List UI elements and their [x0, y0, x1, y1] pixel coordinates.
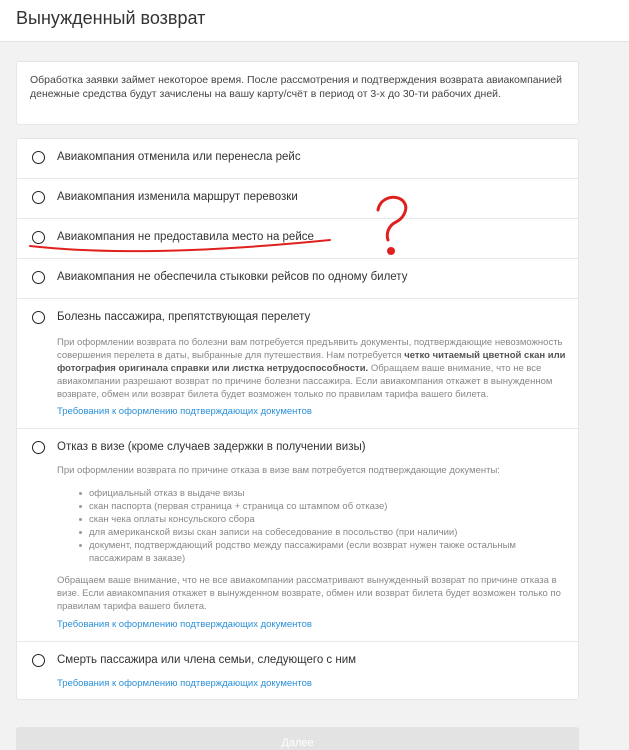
info-notice [16, 61, 579, 125]
option-label: Отказ в визе (кроме случаев задержки в получении визы) [57, 441, 366, 453]
visa-documents-list [77, 487, 557, 565]
radio-button[interactable] [32, 441, 45, 454]
documents-requirements-link[interactable]: Требования к оформлению подтверждающих документов [57, 619, 312, 630]
radio-button[interactable] [32, 231, 45, 244]
page-header [0, 0, 629, 42]
documents-requirements-link[interactable]: Требования к оформлению подтверждающих документов [57, 678, 312, 689]
option-label: Авиакомпания отменила или перенесла рейс [57, 151, 301, 163]
next-button[interactable]: Далее [16, 727, 579, 750]
option-no-seat[interactable] [17, 219, 578, 259]
option-label: Смерть пассажира или члена семьи, следующего с ним [57, 654, 357, 666]
description-bold-text: четко читаемый цветной скан или фотография оригинала справки или листка нетрудоспособности. [57, 350, 566, 374]
radio-button[interactable] [32, 271, 45, 284]
list-item: официальный отказ в выдаче визы [77, 487, 557, 500]
description-text: Обращаем ваше внимание, что не все авиакомпании разрешают возврат по причине болезни пассажира. Если авиакомпания откажет в вынужденном возврате, обмен или возврат билета будет возможен только по правилам тарифа вашего билета. [57, 363, 553, 400]
reason-options-list [16, 138, 579, 700]
option-label: Авиакомпания изменила маршрут перевозки [57, 191, 298, 203]
option-label: Болезнь пассажира, препятствующая перелету [57, 311, 311, 323]
radio-button[interactable] [32, 191, 45, 204]
option-route-changed[interactable] [17, 179, 578, 219]
option-label: Авиакомпания не обеспечила стыковки рейсов по одному билету [57, 271, 408, 283]
list-item: документ, подтверждающий родство между пассажирами (если возврат нужен также остальным пассажирам в заказе) [77, 539, 557, 565]
list-item: скан чека оплаты консульского сбора [77, 513, 557, 526]
radio-button[interactable] [32, 151, 45, 164]
option-label: Авиакомпания не предоставила место на рейсе [57, 231, 314, 243]
list-item: для американской визы скан записи на собеседование в посольство (при наличии) [77, 526, 557, 539]
option-visa-denied[interactable] [17, 429, 578, 642]
option-death[interactable] [17, 642, 578, 700]
page-title: Вынужденный возврат [16, 8, 206, 28]
visa-intro-text: При оформлении возврата по причине отказа в визе вам потребуется подтверждающие документы: [57, 465, 500, 476]
option-cancelled[interactable] [17, 139, 578, 179]
visa-note-text: Обращаем ваше внимание, что не все авиакомпании рассматривают вынужденный возврат по причине отказа в визе. Если авиакомпания откажет в вынужденном возврате, обмен или возврат билета будет возможен только по правилам тарифа вашего билета. [57, 575, 561, 612]
description-text: При оформлении возврата по болезни вам потребуется предъявить документы, подтверждающие невозможность совершения перелета в даты, выбранные для путешествия. Нам потребуется [57, 337, 563, 361]
option-no-connection[interactable] [17, 259, 578, 299]
option-illness[interactable] [17, 299, 578, 429]
radio-button[interactable] [32, 654, 45, 667]
radio-button[interactable] [32, 311, 45, 324]
option-description [57, 336, 569, 401]
info-text: Обработка заявки займет некоторое время. После рассмотрения и подтверждения возврата авиакомпанией денежные средства будут зачислены на вашу карту/счёт в период от 3-х до 30-ти рабочих дней. [30, 74, 562, 100]
list-item: скан паспорта (первая страница + страница со штампом об отказе) [77, 500, 557, 513]
documents-requirements-link[interactable]: Требования к оформлению подтверждающих документов [57, 406, 312, 417]
